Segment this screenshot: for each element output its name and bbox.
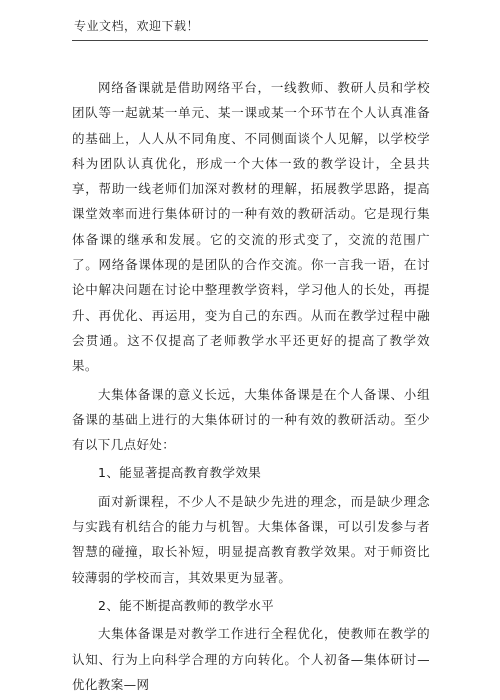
- header-divider: [72, 40, 428, 41]
- section-heading-2: 2、能不断提高教师的教学水平: [98, 597, 275, 613]
- page-header: 专业文档，欢迎下载！: [74, 19, 200, 33]
- document-body: [72, 75, 430, 700]
- paragraph-teaching-level: 大集体备课是对教学工作进行全程优化，使教师在教学的认知、行为上向科学合理的方向转化。个人初备—集体研讨—优化教案—网: [72, 626, 430, 692]
- paragraph-teaching-effect: 面对新课程，不少人不是缺少先进的理念，而是缺少理念与实践有机结合的能力与机智。大集体备课，可以引发参与者智慧的碰撞，取长补短，明显提高教育教学效果。对于师资比较薄弱的学校而言，其效果更为显著。: [72, 493, 430, 585]
- section-heading-1: 1、能显著提高教育教学效果: [98, 465, 262, 481]
- paragraph-collective-prep-significance: 大集体备课的意义长远，大集体备课是在个人备课、小组备课的基础上进行的大集体研讨的一种有效的教研活动。至少有以下几点好处：: [72, 386, 430, 453]
- paragraph-network-lesson-prep: 网络备课就是借助网络平台，一线教师、教研人员和学校团队等一起就某一单元、某一课或某一个环节在个人认真准备的基础上，人人从不同角度、不同侧面谈个人见解，以学校学科为团队认真优化，形成一个大体一致的教学设计，全县共享，帮助一线老师们加深对教材的理解，拓展教学思路，提高课堂效率而进行集体研讨的一种有效的教研活动。它是现行集体备课的继承和发展。它的交流的形式变了，交流的范围广了。网络备课体现的是团队的合作交流。你一言我一语，在讨论中解决问题在讨论中整理教学资料，学习他人的长处，再提升、再优化、再运用，变为自己的东西。从而在教学过程中融会贯通。这不仅提高了老师教学水平还更好的提高了教学效果。: [72, 80, 430, 374]
